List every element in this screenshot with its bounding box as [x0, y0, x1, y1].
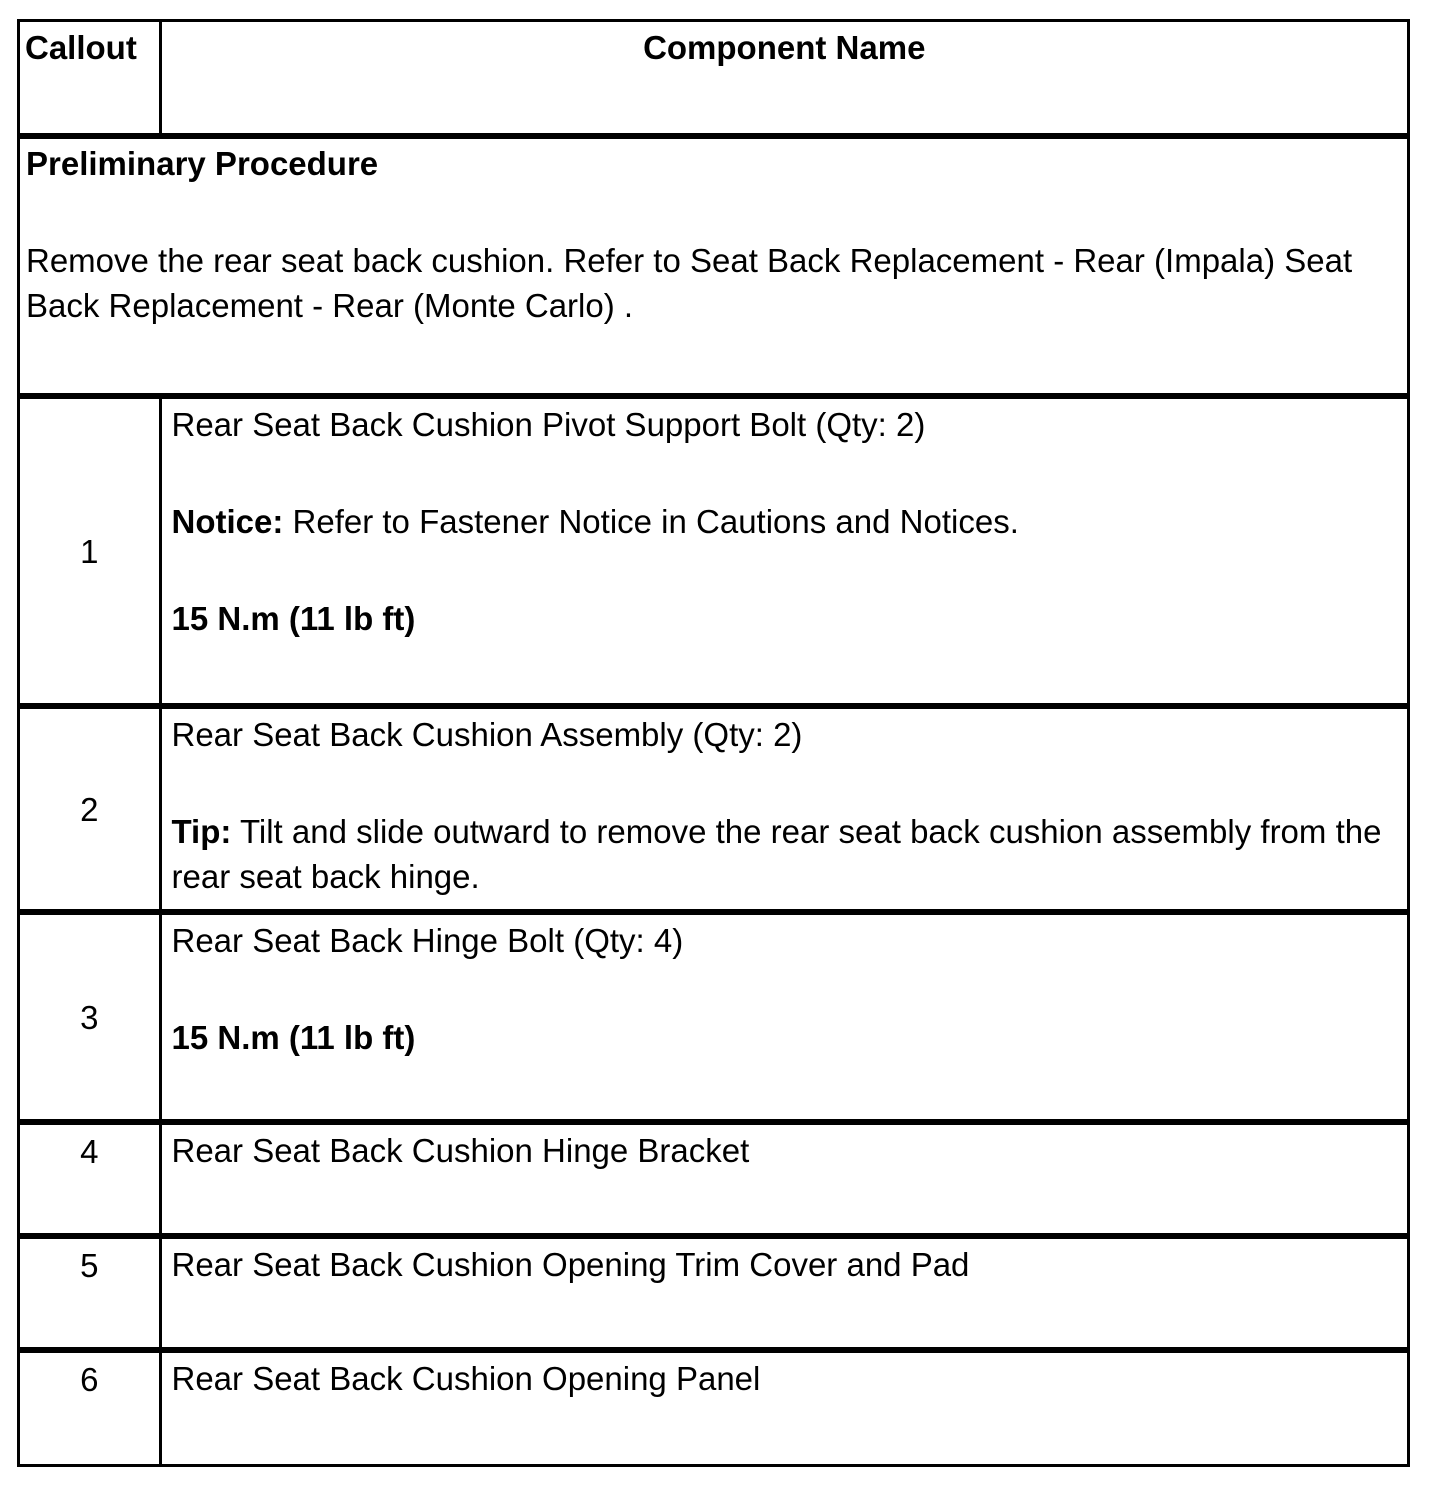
component-name-cell	[160, 912, 1407, 1122]
preliminary-procedure-title: Preliminary Procedure	[26, 145, 379, 182]
tip-line	[172, 809, 1400, 899]
torque-spec: 15 N.m (11 lb ft)	[171, 600, 416, 637]
table-row	[20, 706, 1407, 912]
preliminary-procedure-row	[20, 136, 1407, 396]
notice-label: Notice:	[171, 503, 284, 540]
table-header-row	[20, 22, 1407, 136]
callout-column-header: Callout	[20, 22, 160, 136]
notice-text: Refer to Fastener Notice in Cautions and Notices.	[283, 503, 1019, 540]
component-name-cell	[160, 396, 1407, 706]
component-name-cell	[160, 706, 1407, 912]
callout-number: 3	[20, 912, 160, 1122]
callout-number: 4	[20, 1122, 160, 1236]
component-name-column-header: Component Name	[160, 22, 1407, 136]
table-row	[20, 1236, 1407, 1350]
components-table	[20, 22, 1407, 1464]
component-name: Rear Seat Back Cushion Opening Trim Cover and Pad	[160, 1236, 1407, 1350]
tip-text: Tilt and slide outward to remove the rear seat back cushion assembly from the rear seat back hinge.	[171, 813, 1382, 895]
torque-spec: 15 N.m (11 lb ft)	[171, 1019, 416, 1056]
component-name: Rear Seat Back Hinge Bolt (Qty: 4)	[171, 922, 684, 959]
table-row	[20, 912, 1407, 1122]
component-name: Rear Seat Back Cushion Hinge Bracket	[160, 1122, 1407, 1236]
component-name: Rear Seat Back Cushion Pivot Support Bolt (Qty: 2)	[171, 406, 926, 443]
component-name: Rear Seat Back Cushion Assembly (Qty: 2)	[171, 716, 803, 753]
tip-label: Tip:	[171, 813, 232, 850]
notice-line	[172, 499, 1400, 544]
callout-number: 6	[20, 1350, 160, 1464]
components-table-frame	[17, 19, 1410, 1467]
table-row	[20, 396, 1407, 706]
callout-number: 2	[20, 706, 160, 912]
callout-number: 5	[20, 1236, 160, 1350]
preliminary-procedure-cell	[20, 136, 1407, 396]
table-row	[20, 1122, 1407, 1236]
preliminary-procedure-text: Remove the rear seat back cushion. Refer to Seat Back Replacement - Rear (Impala) Seat Back Replacement - Rear (Monte Carlo) .	[26, 242, 1353, 324]
callout-number: 1	[20, 396, 160, 706]
component-name: Rear Seat Back Cushion Opening Panel	[160, 1350, 1407, 1464]
table-row	[20, 1350, 1407, 1464]
